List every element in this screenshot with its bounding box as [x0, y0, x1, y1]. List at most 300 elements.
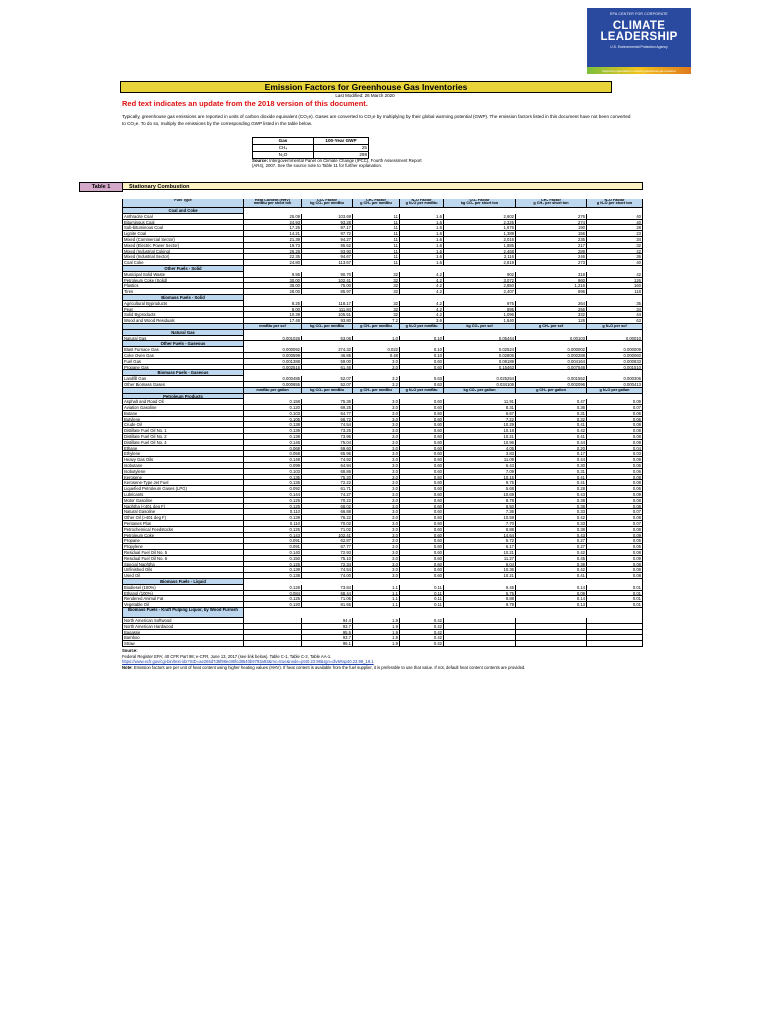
unit-cell: mmBtu per scf	[244, 324, 302, 330]
value-cell: 97.17	[302, 225, 353, 231]
header-fuel-type: Fuel Type	[122, 199, 244, 208]
value-cell: 0.068	[244, 446, 302, 452]
value-cell: 1.6	[400, 260, 444, 266]
value-cell: 3.0	[353, 359, 400, 365]
fuel-name-cell: Lubricants	[122, 492, 244, 498]
value-cell: 32	[353, 283, 400, 289]
value-cell: 0.01	[587, 596, 643, 602]
value-cell: 126	[587, 278, 643, 284]
header-co2-mmbtu: CO₂ Factor kg CO₂ per mmBtu	[302, 199, 353, 208]
value-cell: 0.110	[244, 521, 302, 527]
value-cell: 65.96	[302, 451, 353, 457]
value-cell: 0.60	[400, 411, 444, 417]
value-cell: 74.00	[302, 573, 353, 579]
value-cell: 0.42	[516, 550, 587, 556]
value-cell: 332	[516, 312, 587, 318]
value-cell: 156	[516, 231, 587, 237]
value-cell: 0.000092	[244, 347, 302, 353]
unit-cell: kg CO₂ per scf	[444, 324, 516, 330]
value-cell: 0.42	[400, 641, 444, 647]
header-n2o-unit: N₂O Factor g N₂O per short ton	[587, 199, 643, 208]
fuel-name-cell: Mixed (Electric Power Sector)	[122, 243, 244, 249]
value-cell: 0.08	[587, 562, 643, 568]
value-cell: 8.50	[444, 504, 516, 510]
section-title: Other Fuels - Gaseous	[122, 341, 244, 347]
fuel-name-cell: Used Oil	[122, 573, 244, 579]
value-cell: 10.21	[444, 550, 516, 556]
fuel-name-cell: Fuel Gas	[122, 359, 244, 365]
value-cell: 3.0	[353, 573, 400, 579]
value-cell: 1.9	[353, 624, 400, 630]
value-cell: 75.36	[302, 399, 353, 405]
fuel-name-cell: Special Naphtha	[122, 562, 244, 568]
value-cell: 0.01	[587, 602, 643, 608]
value-cell: 0.60	[400, 486, 444, 492]
header-ch4-unit: CH₄ Factor g CH₄ per short ton	[516, 199, 587, 208]
intro-paragraph	[122, 113, 644, 127]
fuel-name-cell: Blast Furnace Gas	[122, 347, 244, 353]
value-cell: 3.0	[353, 405, 400, 411]
value-cell: 69.25	[302, 405, 353, 411]
value-cell: 76.22	[302, 515, 353, 521]
value-cell: 273	[516, 260, 587, 266]
value-cell: 975	[444, 301, 516, 307]
value-cell: 0.05	[587, 538, 643, 544]
value-cell: 3,072	[444, 278, 516, 284]
value-cell: 0.001026	[244, 336, 302, 342]
table-1-title: Stationary Combustion	[122, 182, 643, 190]
value-cell: 0.000288	[516, 353, 587, 359]
value-cell: 62.87	[302, 538, 353, 544]
value-cell: 28.00	[244, 289, 302, 295]
value-cell: 2,325	[444, 220, 516, 226]
value-cell: 160	[587, 283, 643, 289]
header-ch4-mmbtu: CH₄ Factor g CH₄ per mmBtu	[353, 199, 400, 208]
footer-source-link[interactable]: https://www.ecfr.gov/cgi-bin/text-idx?SID=ae265d7d6f98ec86fcd8640b9793a93&mc=true&node=pt40.23.98&rgn=div5#ap40.23.98_19.1	[122, 659, 374, 665]
value-cell: 2,407	[444, 289, 516, 295]
value-cell: 118.17	[302, 301, 353, 307]
fuel-name-cell: Bituminous Coal	[122, 220, 244, 226]
value-cell: 0.125	[244, 504, 302, 510]
value-cell: 4.2	[400, 278, 444, 284]
value-cell: 32	[353, 289, 400, 295]
fuel-name-cell: Petroleum Coke (Solid)	[122, 278, 244, 284]
table-body	[122, 208, 643, 647]
value-cell: 1.6	[400, 243, 444, 249]
value-cell: 0.07	[587, 405, 643, 411]
table-1-header	[79, 182, 643, 190]
value-cell: 0.025254	[444, 376, 516, 382]
value-cell: 94.4	[302, 618, 353, 624]
value-cell: 0.110	[244, 509, 302, 515]
value-cell: 35	[587, 301, 643, 307]
fuel-name-cell: Peat	[122, 307, 244, 313]
value-cell: 0.45	[516, 556, 587, 562]
value-cell: 3.0	[353, 527, 400, 533]
value-cell: 68.72	[302, 417, 353, 423]
value-cell: 895	[444, 307, 516, 313]
value-cell: 1.6	[400, 225, 444, 231]
fuel-name-cell: Butane	[122, 411, 244, 417]
value-cell: 217	[516, 243, 587, 249]
value-cell: 8.25	[244, 301, 302, 307]
value-cell: 1.6	[400, 220, 444, 226]
value-cell: 1.9	[353, 641, 400, 647]
section-title: Biomass Fuels - Kraft Pulping Liquor, by Wood Furnish	[122, 608, 244, 618]
value-cell: 10.15	[444, 475, 516, 481]
unit-cell: mmBtu per gallon	[244, 388, 302, 394]
value-cell: 0.05	[587, 544, 643, 550]
value-cell: 0.002516	[244, 365, 302, 371]
value-cell: 246	[516, 254, 587, 260]
fuel-name-cell: Propane Gas	[122, 365, 244, 371]
value-cell: 3.0	[353, 446, 400, 452]
value-cell: 1,096	[444, 312, 516, 318]
value-cell: 0.138	[244, 573, 302, 579]
value-cell: 0.38	[516, 527, 587, 533]
value-cell: 68.44	[302, 591, 353, 597]
value-cell: 113.67	[302, 260, 353, 266]
unit-cell: kg CO₂ per mmBtu	[302, 324, 353, 330]
value-cell: 0.38	[516, 562, 587, 568]
value-cell: 0.60	[400, 463, 444, 469]
fuel-name-cell: Landfill Gas	[122, 376, 244, 382]
value-cell: 5.72	[444, 538, 516, 544]
value-cell: 274	[516, 220, 587, 226]
value-cell: 0.08	[587, 504, 643, 510]
value-cell: 9.75	[444, 480, 516, 486]
value-cell: 34	[587, 237, 643, 243]
value-cell: 0.60	[400, 556, 444, 562]
section-title: Natural Gas	[122, 330, 244, 336]
value-cell: 0.36	[516, 405, 587, 411]
value-cell: 0.60	[400, 428, 444, 434]
value-cell: 11	[353, 243, 400, 249]
value-cell: 0.03	[587, 451, 643, 457]
table-1-label: Table 1	[79, 182, 123, 192]
value-cell: 0.000655	[244, 382, 302, 388]
value-cell: 0.06	[587, 463, 643, 469]
value-cell: 11	[353, 231, 400, 237]
value-cell: 1,676	[444, 225, 516, 231]
value-cell: 3.0	[353, 504, 400, 510]
value-cell: 21.39	[244, 237, 302, 243]
value-cell: 0.44	[516, 440, 587, 446]
value-cell: 0.120	[244, 602, 302, 608]
value-cell: 64.77	[302, 411, 353, 417]
value-cell: 0.60	[400, 469, 444, 475]
value-cell: 1.6	[400, 254, 444, 260]
value-cell: 6.43	[444, 463, 516, 469]
stationary-combustion-table	[122, 199, 643, 647]
value-cell: 11	[353, 214, 400, 220]
value-cell: 1.0	[353, 336, 400, 342]
value-cell: 102.41	[302, 533, 353, 539]
value-cell: 3.0	[353, 475, 400, 481]
value-cell: 0.60	[400, 515, 444, 521]
unit-cell: g N₂O per gallon	[587, 388, 643, 394]
value-cell: 0.139	[244, 515, 302, 521]
value-cell: 14.21	[244, 231, 302, 237]
fuel-name-cell: Tires	[122, 289, 244, 295]
value-cell: 93.28	[302, 220, 353, 226]
value-cell: 0.32	[516, 417, 587, 423]
value-cell: 0.07	[587, 521, 643, 527]
value-cell: 102.41	[302, 278, 353, 284]
value-cell: 0.42	[400, 624, 444, 630]
value-cell: 0.125	[244, 498, 302, 504]
section-title: Biomass Fuels - Liquid	[122, 579, 244, 585]
unit-cell: g CH₄ per gallon	[516, 388, 587, 394]
value-cell: 75.00	[302, 283, 353, 289]
value-cell: 0.60	[400, 446, 444, 452]
unit-cell: g N₂O per mmBtu	[400, 324, 444, 330]
value-cell: 0.33	[516, 509, 587, 515]
value-cell: 0.15463	[444, 365, 516, 371]
fuel-name-cell: Petrochemical Feedstocks	[122, 527, 244, 533]
value-cell: 42	[587, 249, 643, 255]
value-cell: 2,602	[444, 214, 516, 220]
value-cell: 93.90	[302, 249, 353, 255]
value-cell: 0.41	[516, 480, 587, 486]
footer-note-label: Note:	[122, 664, 133, 670]
value-cell: 0.120	[244, 405, 302, 411]
fuel-name-cell: Other Oil (>401 deg F)	[122, 515, 244, 521]
value-cell: 4.2	[400, 272, 444, 278]
value-cell: 0.092	[244, 486, 302, 492]
fuel-name-cell: North American Softwood	[122, 618, 244, 624]
value-cell: 61.71	[302, 486, 353, 492]
value-cell: 95.52	[302, 243, 353, 249]
value-cell: 93.7	[302, 635, 353, 641]
value-cell: 276	[516, 214, 587, 220]
value-cell: 1.6	[400, 231, 444, 237]
value-cell: 7.36	[444, 509, 516, 515]
value-cell: 73.25	[302, 428, 353, 434]
value-cell: 74.54	[302, 422, 353, 428]
fuel-name-cell: Sub-bituminous Coal	[122, 225, 244, 231]
value-cell: 10.36	[444, 567, 516, 573]
gwp-gas-n2o: N₂O	[253, 152, 314, 159]
table-row	[122, 641, 643, 647]
value-cell: 0.14	[516, 585, 587, 591]
value-cell: 74.92	[302, 457, 353, 463]
fuel-name-cell: Isobutane	[122, 463, 244, 469]
value-cell: 3.2	[353, 376, 400, 382]
value-cell: 24.93	[244, 220, 302, 226]
value-cell: 25.09	[244, 214, 302, 220]
value-cell: 1.6	[400, 214, 444, 220]
value-cell: 1,640	[444, 318, 516, 324]
fuel-name-cell: Lignite Coal	[122, 231, 244, 237]
value-cell: 40	[587, 214, 643, 220]
value-cell: 40	[587, 220, 643, 226]
logo-sup: EPA CENTER FOR CORPORATE	[610, 12, 668, 16]
value-cell: 111.84	[302, 307, 353, 313]
value-cell: 0.022	[353, 347, 400, 353]
gwp-source-text: Intergovernmental Panel on Climate Change (IPCC), Fourth Assessment Report (AR4), 2007. See the source note to Table 11 for further explanation.	[252, 158, 422, 169]
value-cell: 61.46	[302, 365, 353, 371]
section-title: Other Fuels - Solid	[122, 266, 244, 272]
value-cell: 0.09	[587, 556, 643, 562]
value-cell: 0.084	[244, 591, 302, 597]
value-cell: 190	[516, 225, 587, 231]
value-cell: 0.06	[587, 417, 643, 423]
fuel-name-cell: Pentanes Plus	[122, 521, 244, 527]
fuel-name-cell: Anthracite Coal	[122, 214, 244, 220]
value-cell: 0.10	[400, 336, 444, 342]
value-cell: 75.10	[302, 556, 353, 562]
gwp-header-gas: Gas	[253, 138, 314, 145]
value-cell: 8.31	[444, 405, 516, 411]
value-cell: 10.21	[444, 573, 516, 579]
value-cell: 7.09	[444, 469, 516, 475]
value-cell: 3.0	[353, 498, 400, 504]
value-cell: 52.07	[302, 382, 353, 388]
value-cell: 118	[587, 289, 643, 295]
fuel-name-cell: Solid Byproducts	[122, 312, 244, 318]
value-cell: 1.9	[353, 635, 400, 641]
value-cell: 3.0	[353, 515, 400, 521]
value-cell: 3.0	[353, 562, 400, 568]
value-cell: 0.144	[244, 492, 302, 498]
value-cell: 0.034106	[444, 382, 516, 388]
value-cell: 0.60	[400, 533, 444, 539]
value-cell: 0.08	[587, 422, 643, 428]
value-cell: 17.48	[244, 318, 302, 324]
value-cell: 0.001552	[516, 376, 587, 382]
value-cell: 0.60	[400, 550, 444, 556]
value-cell: 0.000599	[244, 353, 302, 359]
value-cell: 3.0	[353, 365, 400, 371]
value-cell: 0.09	[587, 399, 643, 405]
fuel-name-cell: Coal Coke	[122, 260, 244, 266]
value-cell: 11	[353, 220, 400, 226]
fuel-name-cell: Mixed (Industrial Coking)	[122, 249, 244, 255]
fuel-name-cell: Liquefied Petroleum Gases (LPG)	[122, 486, 244, 492]
value-cell: 74.54	[302, 567, 353, 573]
value-cell: 0.08	[587, 434, 643, 440]
value-cell: 2,468	[444, 249, 516, 255]
table-header-row	[122, 199, 643, 208]
fuel-name-cell: Wood and Wood Residuals	[122, 318, 244, 324]
value-cell: 11	[353, 225, 400, 231]
fuel-name-cell: Residual Fuel Oil No. 6	[122, 556, 244, 562]
value-cell: 68.02	[302, 504, 353, 510]
logo-line-1: CLIMATE	[612, 20, 666, 32]
value-cell: 5.75	[444, 591, 516, 597]
value-cell: 0.000060	[587, 353, 643, 359]
value-cell: 10.29	[444, 422, 516, 428]
value-cell: 3.0	[353, 417, 400, 423]
value-cell: 32	[353, 307, 400, 313]
value-cell: 0.000833	[587, 359, 643, 365]
value-cell: 10.69	[444, 492, 516, 498]
value-cell: 0.60	[400, 359, 444, 365]
value-cell: 11	[353, 260, 400, 266]
value-cell: 46.85	[302, 353, 353, 359]
value-cell: 81.55	[302, 602, 353, 608]
section-title: Petroleum Products	[122, 394, 244, 400]
value-cell: 0.60	[400, 538, 444, 544]
value-cell: 11	[353, 254, 400, 260]
value-cell: 9.45	[444, 585, 516, 591]
table-footer	[122, 648, 682, 670]
value-cell: 0.09	[587, 457, 643, 463]
value-cell: 289	[516, 249, 587, 255]
value-cell: 11.09	[444, 457, 516, 463]
value-cell: 7.22	[444, 417, 516, 423]
value-cell: 3.0	[353, 428, 400, 434]
value-cell: 0.42	[400, 630, 444, 636]
value-cell: 0.60	[400, 498, 444, 504]
fuel-name-cell: Isobutylene	[122, 469, 244, 475]
value-cell: 1.6	[400, 237, 444, 243]
value-cell: 3.0	[353, 521, 400, 527]
value-cell: 85.97	[302, 289, 353, 295]
value-cell: 75.20	[302, 475, 353, 481]
value-cell: 0.08	[587, 567, 643, 573]
value-cell: 0.60	[400, 365, 444, 371]
value-cell: 6.17	[444, 544, 516, 550]
value-cell: 0.63	[400, 382, 444, 388]
value-cell: 0.001388	[244, 359, 302, 365]
value-cell	[587, 641, 643, 647]
value-cell: 0.30	[516, 463, 587, 469]
value-cell	[444, 641, 516, 647]
value-cell: 3.0	[353, 486, 400, 492]
value-cell: 11.27	[444, 556, 516, 562]
value-cell: 36	[587, 254, 643, 260]
value-cell: 0.103	[244, 411, 302, 417]
header-n2o-mmbtu: N₂O Factor g N₂O per mmBtu	[400, 199, 444, 208]
logo-line-2: LEADERSHIP	[600, 31, 678, 43]
intro-line-2: to CO₂e. To do so, multiply the emissions by the corresponding GWP listed in the table below.	[122, 121, 313, 126]
value-cell: 0.103	[244, 469, 302, 475]
value-cell: 10.96	[444, 440, 516, 446]
fuel-name-cell: Mixed (Industrial Sector)	[122, 254, 244, 260]
value-cell: 14.64	[444, 533, 516, 539]
value-cell: 0.11	[400, 591, 444, 597]
value-cell: 0.11	[400, 596, 444, 602]
value-cell: 0.43	[516, 492, 587, 498]
value-cell: 0.000009	[587, 347, 643, 353]
value-cell: 3.0	[353, 469, 400, 475]
value-cell: 72.22	[302, 480, 353, 486]
value-cell: 0.48	[353, 353, 400, 359]
fuel-name-cell: Coke Oven Gas	[122, 353, 244, 359]
value-cell: 0.60	[400, 504, 444, 510]
value-cell: 0.09	[516, 591, 587, 597]
section-header-row	[122, 608, 643, 618]
value-cell: 8.88	[444, 527, 516, 533]
value-cell: 8.00	[244, 307, 302, 313]
value-cell: 235	[516, 237, 587, 243]
footer-source-label: Source:	[122, 648, 138, 653]
value-cell: 9.79	[444, 602, 516, 608]
value-cell: 32	[353, 301, 400, 307]
value-cell: 32	[353, 312, 400, 318]
value-cell: 0.158	[244, 399, 302, 405]
value-cell: 97.72	[302, 231, 353, 237]
value-cell: 0.08	[587, 480, 643, 486]
value-cell: 0.138	[244, 434, 302, 440]
value-cell: 23	[587, 231, 643, 237]
fuel-name-cell: Natural Gasoline	[122, 509, 244, 515]
value-cell: 0.000002	[516, 347, 587, 353]
value-cell: 0.08	[587, 527, 643, 533]
value-cell: 0.42	[516, 515, 587, 521]
